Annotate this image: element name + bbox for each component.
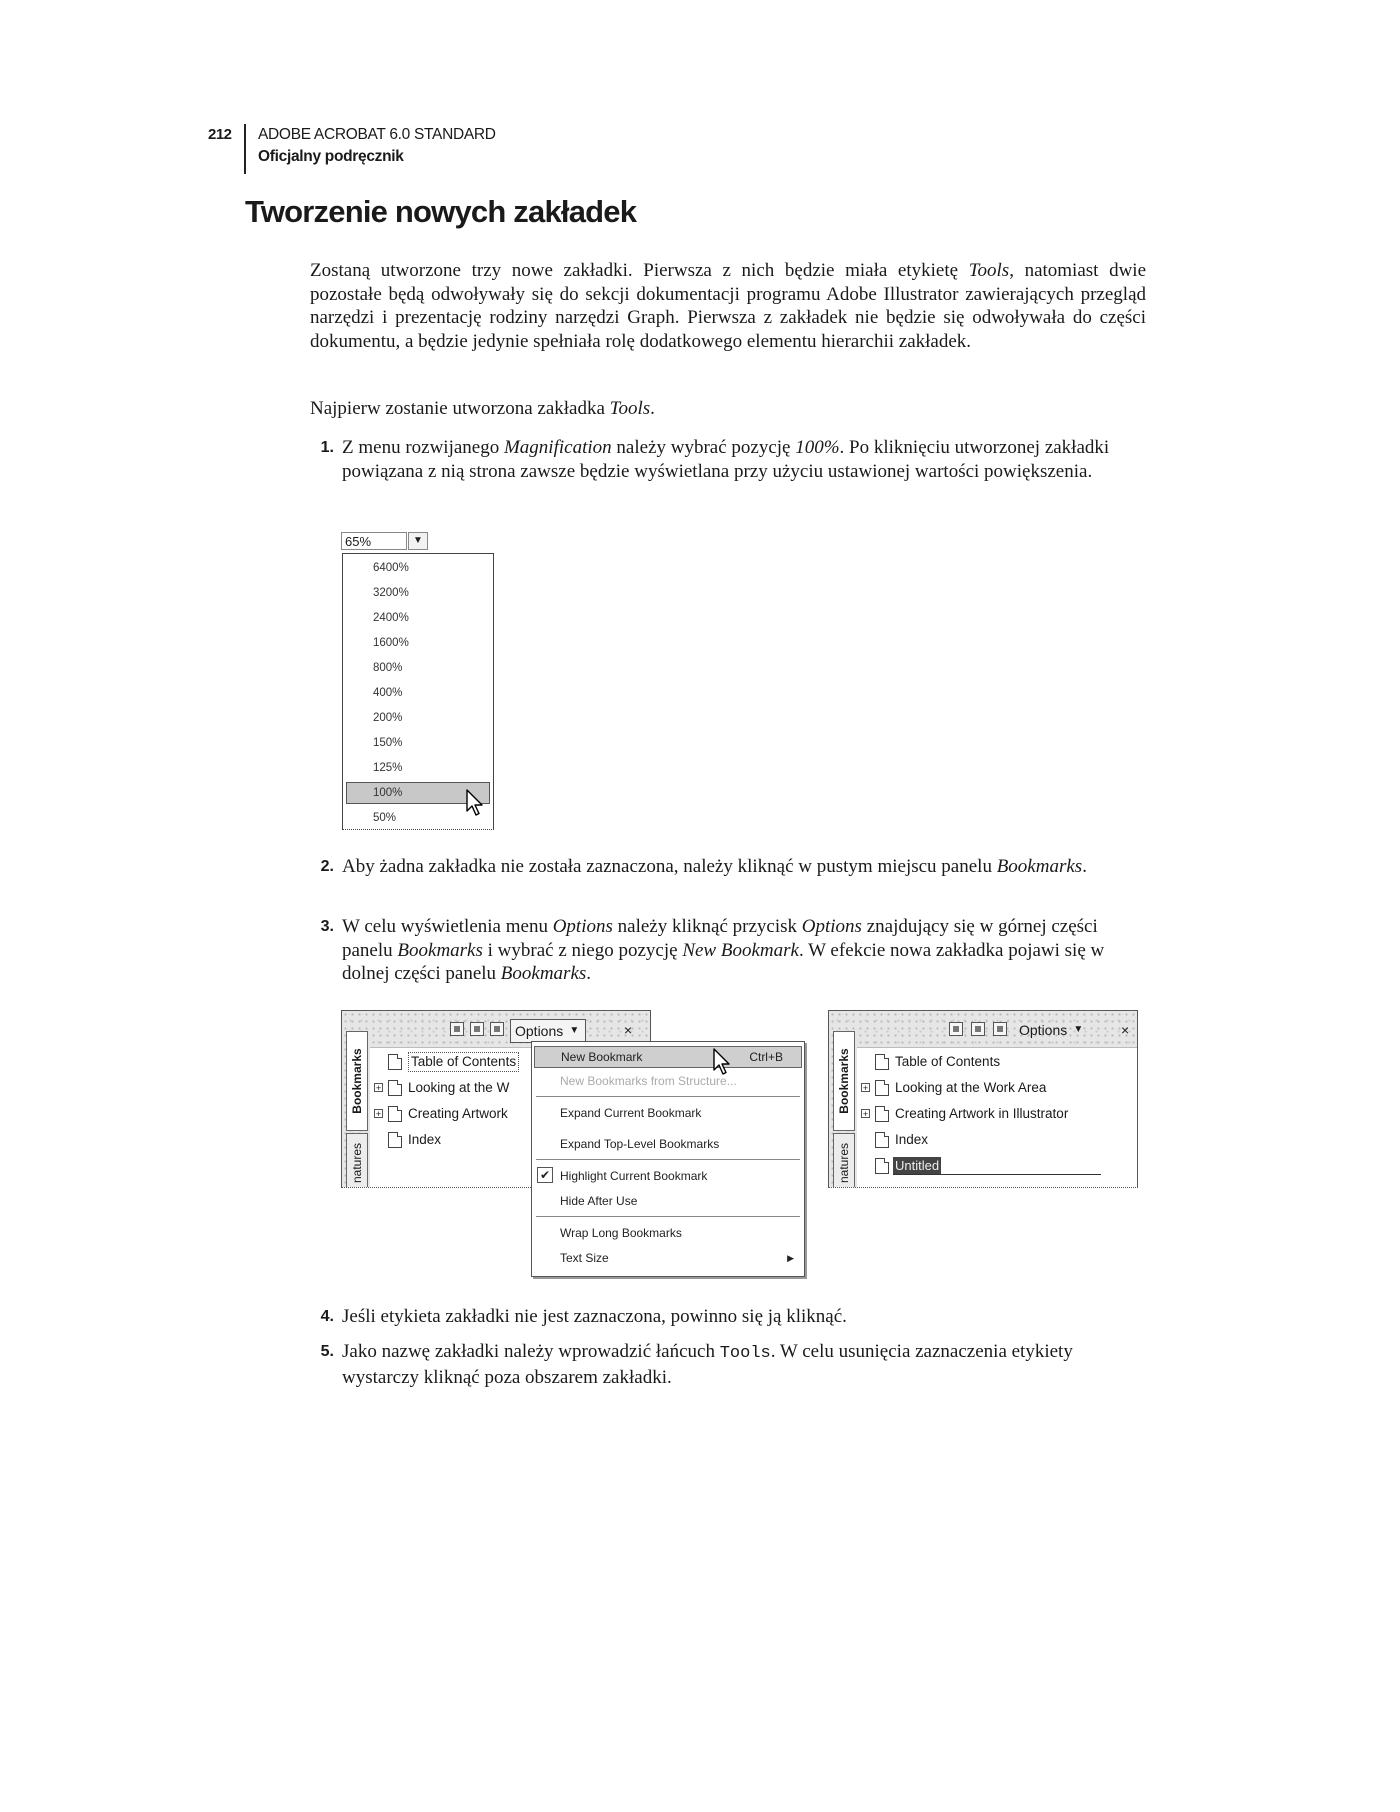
text-run: W celu wyświetlenia menu [342, 916, 553, 937]
tab-label: Bookmarks [837, 1048, 851, 1114]
page-number: 212 [208, 126, 232, 143]
text-run: Jako nazwę zakładki należy wprowadzić łańcuch [342, 1341, 720, 1362]
bookmark-label: Looking at the W [408, 1080, 510, 1095]
expand-icon[interactable]: + [375, 1083, 382, 1093]
step-text [342, 855, 1146, 879]
bookmark-item-new[interactable] [861, 1155, 1121, 1177]
zoom-option[interactable]: 6400% [373, 562, 409, 574]
text-run: . [1082, 856, 1087, 877]
step-text: Jeśli etykieta zakładki nie jest zaznaczona, powinno się ją kliknąć. [342, 1306, 847, 1327]
panel-side-tabs [829, 1011, 857, 1187]
options-button[interactable] [1015, 1019, 1089, 1043]
step-number: 1. [320, 439, 334, 456]
expand-icon[interactable]: + [862, 1109, 869, 1119]
zoom-select[interactable]: 65% [341, 532, 407, 550]
menu-label: Hide After Use [560, 1194, 638, 1208]
text-run: Aby żadna zakładka nie została zaznaczona, należy kliknąć w pustym miejscu panelu [342, 856, 997, 877]
caret-down-icon: ▼ [1073, 1024, 1084, 1035]
text-run: Najpierw zostanie utworzona zakładka [310, 398, 610, 419]
check-icon: ✔ [537, 1167, 553, 1183]
bookmark-label: Index [895, 1132, 929, 1147]
expand-icon[interactable]: + [375, 1109, 382, 1119]
step-3 [310, 915, 1146, 986]
expand-icon[interactable]: + [862, 1083, 869, 1093]
step-number: 3. [320, 918, 334, 935]
bookmark-name-input[interactable] [893, 1157, 1101, 1175]
tab-label: natures [350, 1142, 364, 1184]
menu-item-wrap-long[interactable] [532, 1222, 804, 1244]
menu-label: Highlight Current Bookmark [560, 1169, 708, 1183]
text-run-italic: Options [801, 916, 862, 937]
selected-label-text: Untitled [895, 1158, 940, 1173]
text-run: . W efekcie nowa zakładka pojawi się w dolnej części panelu [342, 939, 1105, 984]
text-run-italic: Tools [609, 398, 651, 419]
delete-bookmark-icon[interactable] [450, 1022, 464, 1036]
zoom-dropdown-figure [340, 531, 500, 831]
menu-item-highlight-current[interactable] [532, 1165, 804, 1187]
text-run: Z menu rozwijanego [342, 437, 504, 458]
zoom-option[interactable]: 3200% [373, 587, 409, 599]
page-icon [875, 1080, 889, 1096]
caret-down-icon: ▼ [569, 1025, 580, 1036]
menu-item-new-bookmark[interactable] [534, 1046, 802, 1068]
intro-paragraph [310, 259, 1146, 353]
text-run: należy kliknąć przycisk [612, 916, 802, 937]
menu-label: Text Size [560, 1251, 609, 1265]
bookmark-label: Table of Contents [895, 1054, 1001, 1069]
bookmarks-toolbar [857, 1011, 1137, 1048]
tab-signatures[interactable] [346, 1133, 368, 1188]
zoom-option[interactable]: 1600% [373, 637, 409, 649]
menu-label: New Bookmarks from Structure... [560, 1074, 737, 1088]
new-bookmark-icon[interactable] [470, 1022, 484, 1036]
text-run-italic: Magnification [503, 437, 612, 458]
text-run: należy wybrać pozycję [611, 437, 796, 458]
new-bookmark-icon[interactable] [971, 1022, 985, 1036]
text-run: . Po kliknięciu utworzonej zakładki powiązana z nią strona zawsze będzie wyświetlana przy użyciu ustawionej wartości powiększenia. [342, 437, 1110, 482]
step-text [342, 436, 1146, 483]
step-1 [310, 436, 1146, 483]
close-icon[interactable]: × [624, 1022, 633, 1038]
text-run-italic: Options [552, 916, 613, 937]
menu-item-hide-after-use[interactable] [532, 1190, 804, 1212]
panel-side-tabs [342, 1011, 370, 1187]
menu-item-expand-current[interactable] [532, 1102, 804, 1124]
text-run-italic: 100% [795, 437, 840, 458]
text-run: . W celu usunięcia zaznaczenia etykiety wystarczy kliknąć poza obszarem zakładki. [342, 1341, 1073, 1388]
text-run: . [650, 398, 655, 419]
text-run-italic: Tools [968, 260, 1010, 281]
menu-separator [536, 1216, 800, 1217]
step-number: 5. [320, 1343, 334, 1360]
text-run-italic: Bookmarks [500, 963, 587, 984]
options-button[interactable] [510, 1019, 586, 1043]
zoom-option[interactable]: 400% [373, 687, 403, 699]
options-label: Options [1019, 1022, 1068, 1038]
menu-shortcut: Ctrl+B [749, 1050, 783, 1064]
text-run-italic: Bookmarks [397, 939, 483, 961]
text-run: , natomiast dwie pozostałe będą odwoływały się do sekcji dokumentacji programu Adobe Illustrator zawierających przegląd narzędzi i prezentację rodziny narzędzi Graph. Pierwsza z zakładek nie będzie się odwoływała do części dokumentu, a będzie jedynie spełniała rolę dodatkowego elementu hierarchii zakładek. [310, 260, 1146, 352]
step-2 [310, 855, 1146, 879]
step-5 [310, 1340, 1146, 1389]
text-run: i wybrać z niego pozycję [482, 939, 683, 961]
submenu-arrow-icon: ▶ [787, 1253, 794, 1263]
menu-separator [536, 1096, 800, 1097]
tab-signatures[interactable] [833, 1133, 855, 1188]
bookmark-label: Looking at the Work Area [895, 1080, 1047, 1095]
book-title: ADOBE ACROBAT 6.0 STANDARD [258, 126, 496, 143]
zoom-option[interactable]: 125% [373, 762, 403, 774]
menu-item-new-from-structure[interactable] [532, 1070, 804, 1092]
zoom-option[interactable]: 2400% [373, 612, 409, 624]
lead-paragraph [310, 397, 1146, 421]
step-text [342, 1340, 1146, 1389]
section-title: Tworzenie nowych zakładek [245, 194, 637, 229]
step-number: 2. [320, 858, 334, 875]
mouse-pointer-icon [465, 789, 485, 817]
text-run: . [586, 963, 592, 984]
menu-label: Expand Top-Level Bookmarks [560, 1137, 720, 1151]
text-run: Zostaną utworzone trzy nowe zakładki. Pierwsza z nich będzie miała etykietę [310, 260, 969, 281]
zoom-option[interactable]: 50% [373, 812, 397, 824]
header-rule [244, 124, 246, 174]
step-text [342, 915, 1146, 986]
page-icon [875, 1158, 889, 1174]
step-4 [310, 1305, 1146, 1329]
page-icon [388, 1132, 402, 1148]
page-icon [875, 1054, 889, 1070]
menu-item-expand-top-level[interactable] [532, 1133, 804, 1155]
dropdown-arrow-icon[interactable]: ▼ [408, 532, 428, 550]
tab-bookmarks[interactable] [346, 1031, 368, 1131]
menu-label: Wrap Long Bookmarks [560, 1226, 682, 1240]
tab-label: natures [837, 1142, 851, 1184]
options-label: Options [515, 1023, 564, 1039]
zoom-option[interactable]: 150% [373, 737, 403, 749]
close-icon[interactable]: × [1121, 1022, 1130, 1038]
zoom-option-selected[interactable]: 100% [346, 782, 490, 804]
bookmark-label: Creating Artwork in Illustrator [895, 1106, 1069, 1121]
code-text: Tools [719, 1344, 771, 1363]
bookmarks-panel-after [828, 1010, 1138, 1188]
menu-label: New Bookmark [561, 1050, 643, 1064]
step-number: 4. [320, 1308, 334, 1325]
bookmark-label: Table of Contents [408, 1052, 519, 1072]
tab-bookmarks[interactable] [833, 1031, 855, 1131]
bookmark-label: Creating Artwork [408, 1106, 508, 1121]
page-icon [388, 1080, 402, 1096]
options-menu [531, 1041, 805, 1277]
bookmark-properties-icon[interactable] [993, 1022, 1007, 1036]
bookmark-properties-icon[interactable] [490, 1022, 504, 1036]
page-icon [875, 1106, 889, 1122]
page-icon [388, 1106, 402, 1122]
menu-item-text-size[interactable] [532, 1247, 804, 1269]
page-icon [388, 1054, 402, 1070]
text-run-italic: Bookmarks [996, 856, 1083, 877]
text-run-italic: New Bookmark [682, 939, 799, 961]
book-subtitle: Oficjalny podręcznik [258, 148, 404, 165]
delete-bookmark-icon[interactable] [949, 1022, 963, 1036]
menu-separator [536, 1159, 800, 1160]
text-run: znajdujący się w górnej części panelu [342, 916, 1098, 961]
mouse-pointer-icon [712, 1048, 732, 1076]
tab-label: Bookmarks [350, 1048, 364, 1114]
zoom-option[interactable]: 800% [373, 662, 403, 674]
zoom-option[interactable]: 200% [373, 712, 403, 724]
bookmark-label: Index [408, 1132, 442, 1147]
page-icon [875, 1132, 889, 1148]
menu-label: Expand Current Bookmark [560, 1106, 702, 1120]
